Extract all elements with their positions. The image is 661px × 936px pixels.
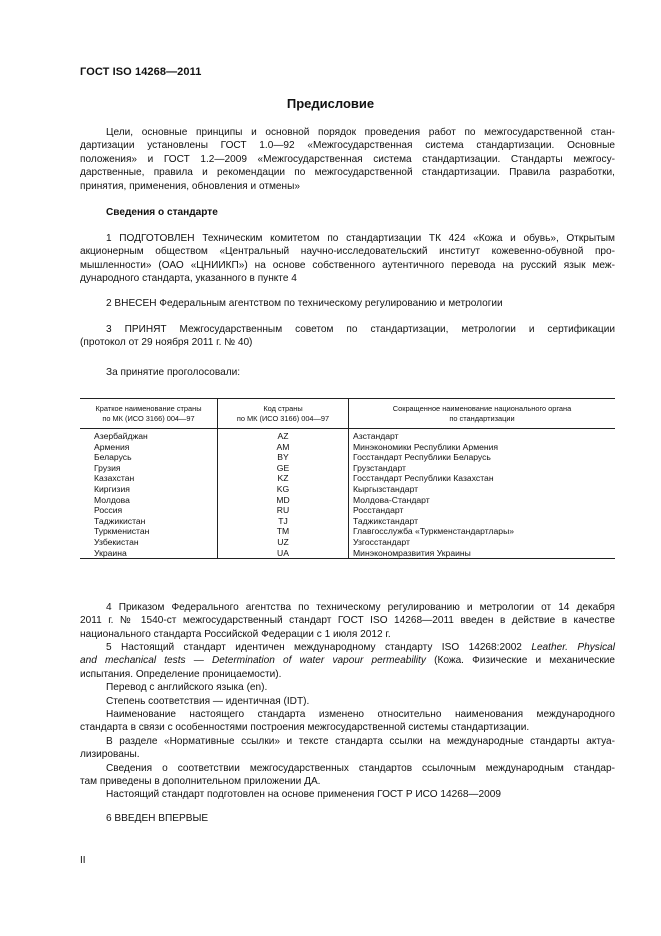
text-line: Перевод с английского языка (en).	[106, 682, 268, 694]
country-code-cell: AM	[218, 442, 349, 453]
text-line: Настоящий стандарт подготовлен на основе применения ГОСТ Р ИСО 14268—2009	[106, 789, 501, 801]
text-line: Наименование настоящего стандарта изменено относительно наименования международного	[106, 709, 615, 721]
national-body-cell: Главгосслужба «Туркменстандартлары»	[349, 526, 616, 537]
text-line: мышленности» (ОАО «ЦНИИКП») на основе собственного аутентичного перевода на русский язык меж-	[80, 259, 615, 271]
column-header: Код страны по МК (ИСО 3166) 004—97	[218, 399, 349, 429]
table-row	[80, 473, 615, 484]
national-body-cell: Госстандарт Республики Беларусь	[349, 452, 616, 463]
table-row	[80, 516, 615, 527]
text-line: (протокол от 29 ноября 2011 г. № 40)	[80, 337, 253, 349]
text-line: 3 ПРИНЯТ Межгосударственным советом по стандартизации, метрологии и сертификации	[106, 324, 615, 335]
text-line: национального стандарта Российской Федерации с 1 июля 2012 г.	[80, 628, 391, 640]
section-heading: Сведения о стандарте	[106, 207, 218, 218]
text-line: дународного стандарта, указанного в пункте 4	[80, 273, 297, 285]
country-code-cell: MD	[218, 495, 349, 506]
text-line: 4 Приказом Федерального агентства по техническому регулированию и метрологии от 14 декабря	[106, 602, 615, 613]
country-name-cell: Армения	[94, 441, 130, 452]
country-name-cell: Казахстан	[94, 473, 135, 484]
text-line: 1 ПОДГОТОВЛЕН Техническим комитетом по стандартизации ТК 424 «Кожа и обувь», Открытым	[106, 233, 615, 244]
country-name-cell: Украина	[94, 547, 127, 558]
text-line: Сведения о соответствии межгосударственных стандартов ссылочным международным стандар-	[106, 762, 615, 774]
country-code-cell: BY	[218, 452, 349, 463]
text-line: 6 ВВЕДЕН ВПЕРВЫЕ	[106, 813, 209, 824]
country-name-cell: Туркменистан	[94, 526, 150, 537]
column-header: Сокращенное наименование национального органа по стандартизации	[349, 399, 616, 429]
country-code-cell: UA	[218, 548, 349, 559]
table-row	[80, 505, 615, 516]
text-line: Цели, основные принципы и основной порядок проведения работ по межгосударственной стан-	[106, 127, 615, 138]
national-body-cell: Молдова-Стандарт	[349, 495, 616, 506]
national-body-cell: Росстандарт	[349, 505, 616, 516]
country-name-cell: Молдова	[94, 494, 130, 505]
table-row	[80, 537, 615, 548]
country-name-cell: Узбекистан	[94, 536, 139, 547]
text-line: стандарта в связи с особенностями построения межгосударственной системы стандартизации.	[80, 722, 530, 734]
country-name-cell: Таджикистан	[94, 515, 146, 526]
table-row	[80, 484, 615, 495]
country-code-cell: TM	[218, 526, 349, 537]
text-line: положения» и ГОСТ 1.2—2009 «Межгосударственная система стандартизации. Стандарты межгосу-	[80, 153, 615, 165]
item-5-paragraph	[80, 641, 615, 802]
table-row	[80, 495, 615, 506]
national-body-cell: Таджикстандарт	[349, 516, 616, 527]
country-code-cell: UZ	[218, 537, 349, 548]
text-line: испытания. Определение проницаемости).	[80, 668, 282, 680]
text-line: 5 Настоящий стандарт идентичен международному стандарту ISO 14268:2002 Leather. Physical	[106, 642, 615, 653]
national-body-cell: Минэкономики Республики Армения	[349, 442, 616, 453]
table-row	[80, 452, 615, 463]
document-code-header: ГОСТ ISO 14268—2011	[80, 66, 202, 78]
country-name-cell: Грузия	[94, 462, 121, 473]
national-body-cell: Грузстандарт	[349, 463, 616, 474]
voted-label: За принятие проголосовали:	[106, 367, 241, 378]
text-line: дарственные, правила и рекомендации по межгосударственной стандартизации. Правила разработки,	[80, 167, 615, 179]
item-1-paragraph	[80, 232, 615, 286]
table-row	[80, 526, 615, 537]
table-row	[80, 463, 615, 474]
table-row	[80, 429, 615, 442]
text-line: дартизации установлены ГОСТ 1.0—92 «Межгосударственная система стандартизации. Основные	[80, 140, 615, 152]
national-body-cell: Минэкономразвития Украины	[349, 548, 616, 559]
country-name-cell: Беларусь	[94, 452, 132, 463]
country-code-cell: KZ	[218, 473, 349, 484]
text-line: лизированы.	[80, 749, 140, 761]
item-6-paragraph	[106, 812, 615, 825]
intro-paragraph	[80, 126, 615, 193]
table-row	[80, 548, 615, 559]
item-3-paragraph	[80, 323, 615, 350]
national-body-cell: Госстандарт Республики Казахстан	[349, 473, 616, 484]
text-line: акционерным обществом «Центральный научно-исследовательский институт кожевенно-обувной про-	[80, 246, 615, 258]
country-code-cell: RU	[218, 505, 349, 516]
national-body-cell: Узгосстандарт	[349, 537, 616, 548]
item-2-paragraph	[106, 297, 615, 310]
text-line: 2011 г. № 1540-ст межгосударственный стандарт ГОСТ ISO 14268—2011 введен в действие в качестве	[80, 615, 615, 627]
table-header-row	[80, 399, 615, 429]
country-name-cell: Россия	[94, 505, 123, 516]
country-code-cell: KG	[218, 484, 349, 495]
text-line: Степень соответствия — идентичная (IDT).	[106, 695, 310, 707]
text-line: принятия, применения, обновления и отмены»	[80, 180, 300, 192]
countries-table	[80, 398, 615, 559]
country-code-cell: AZ	[218, 429, 349, 442]
country-name-cell: Киргизия	[94, 483, 130, 494]
national-body-cell: Кыргызстандарт	[349, 484, 616, 495]
page-title: Предисловие	[286, 96, 375, 111]
country-name-cell: Азербайджан	[94, 431, 148, 441]
country-code-cell: TJ	[218, 516, 349, 527]
text-line: 2 ВНЕСЕН Федеральным агентством по техническому регулированию и метрологии	[106, 298, 503, 309]
column-header: Краткое наименование страны по МК (ИСО 3166) 004—97	[80, 399, 218, 429]
text-line: В разделе «Нормативные ссылки» и тексте стандарта ссылки на международные стандарты актуа-	[106, 735, 615, 747]
item-4-paragraph	[80, 601, 615, 641]
text-line: там приведены в дополнительном приложении ДА.	[80, 776, 321, 788]
country-code-cell: GE	[218, 463, 349, 474]
text-line: and mechanical tests — Determination of water vapour permeability (Кожа. Физические и механические	[80, 655, 615, 667]
page-number: II	[80, 855, 86, 866]
national-body-cell: Азстандарт	[349, 429, 616, 442]
table-row	[80, 442, 615, 453]
